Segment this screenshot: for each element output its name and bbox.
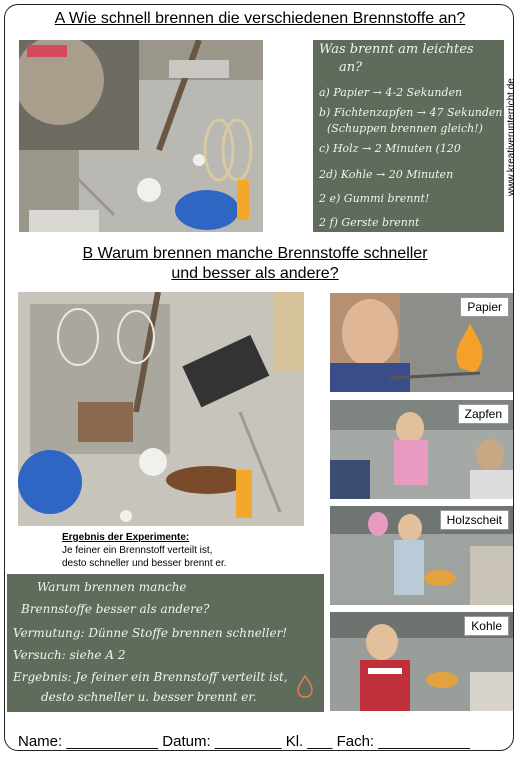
board-b-line: Ergebnis: Je feiner ein Brennstoff verteilt ist, <box>13 670 288 684</box>
label-coal: Kohle <box>464 616 509 636</box>
photo-cone <box>330 400 513 499</box>
board-b-line: Brennstoffe besser als andere? <box>21 602 210 616</box>
board-a-line: (Schuppen brennen gleich!) <box>327 122 483 135</box>
label-wood: Holzscheit <box>440 510 509 530</box>
photo-coal <box>330 612 513 711</box>
board-a-line: b) Fichtenzapfen → 47 Sekunden <box>319 106 503 119</box>
board-a-line: 2d) Kohle → 20 Minuten <box>319 168 454 181</box>
board-a-line: a) Papier → 4-2 Sekunden <box>319 86 463 99</box>
board-b-line: desto schneller u. besser brennt er. <box>41 690 257 704</box>
board-b-line: Vermutung: Dünne Stoffe brennen schneller! <box>13 626 288 640</box>
board-b-line: Warum brennen manche <box>37 580 187 594</box>
photo-wood <box>330 506 513 605</box>
photo-paper <box>330 293 513 392</box>
result-line1: Je feiner ein Brennstoff verteilt ist, <box>62 545 213 556</box>
website-credit: www.kreativerunterricht.de <box>506 78 517 196</box>
experiment-setup-photo-a <box>19 40 263 232</box>
result-heading: Ergebnis der Experimente: <box>62 532 190 543</box>
board-a-line: c) Holz → 2 Minuten (120 <box>319 142 461 155</box>
chalkboard-b <box>7 574 324 712</box>
section-b-title-line2: und besser als andere? <box>171 265 339 282</box>
footer-fields: Name: ___________ Datum: ________ Kl. ___ Fach: ___________ <box>18 733 471 750</box>
section-a-title: A Wie schnell brennen die verschiedenen Brennstoffe an? <box>54 10 466 27</box>
label-cone: Zapfen <box>458 404 509 424</box>
board-a-line: 2 f) Gerste brennt <box>319 216 420 229</box>
label-paper: Papier <box>460 297 509 317</box>
flame-icon <box>294 674 316 698</box>
experiment-result <box>62 531 227 570</box>
board-a-line: an? <box>339 60 363 75</box>
board-b-line: Versuch: siehe A 2 <box>13 648 126 662</box>
experiment-setup-photo-b <box>18 292 304 526</box>
chalkboard-a <box>313 40 504 232</box>
section-b-title-line1: B Warum brennen manche Brennstoffe schneller <box>82 245 428 262</box>
result-line2: desto schneller und besser brennt er. <box>62 558 227 569</box>
board-a-line: 2 e) Gummi brennt! <box>319 192 430 205</box>
board-a-line: Was brennt am leichtes <box>319 42 474 57</box>
